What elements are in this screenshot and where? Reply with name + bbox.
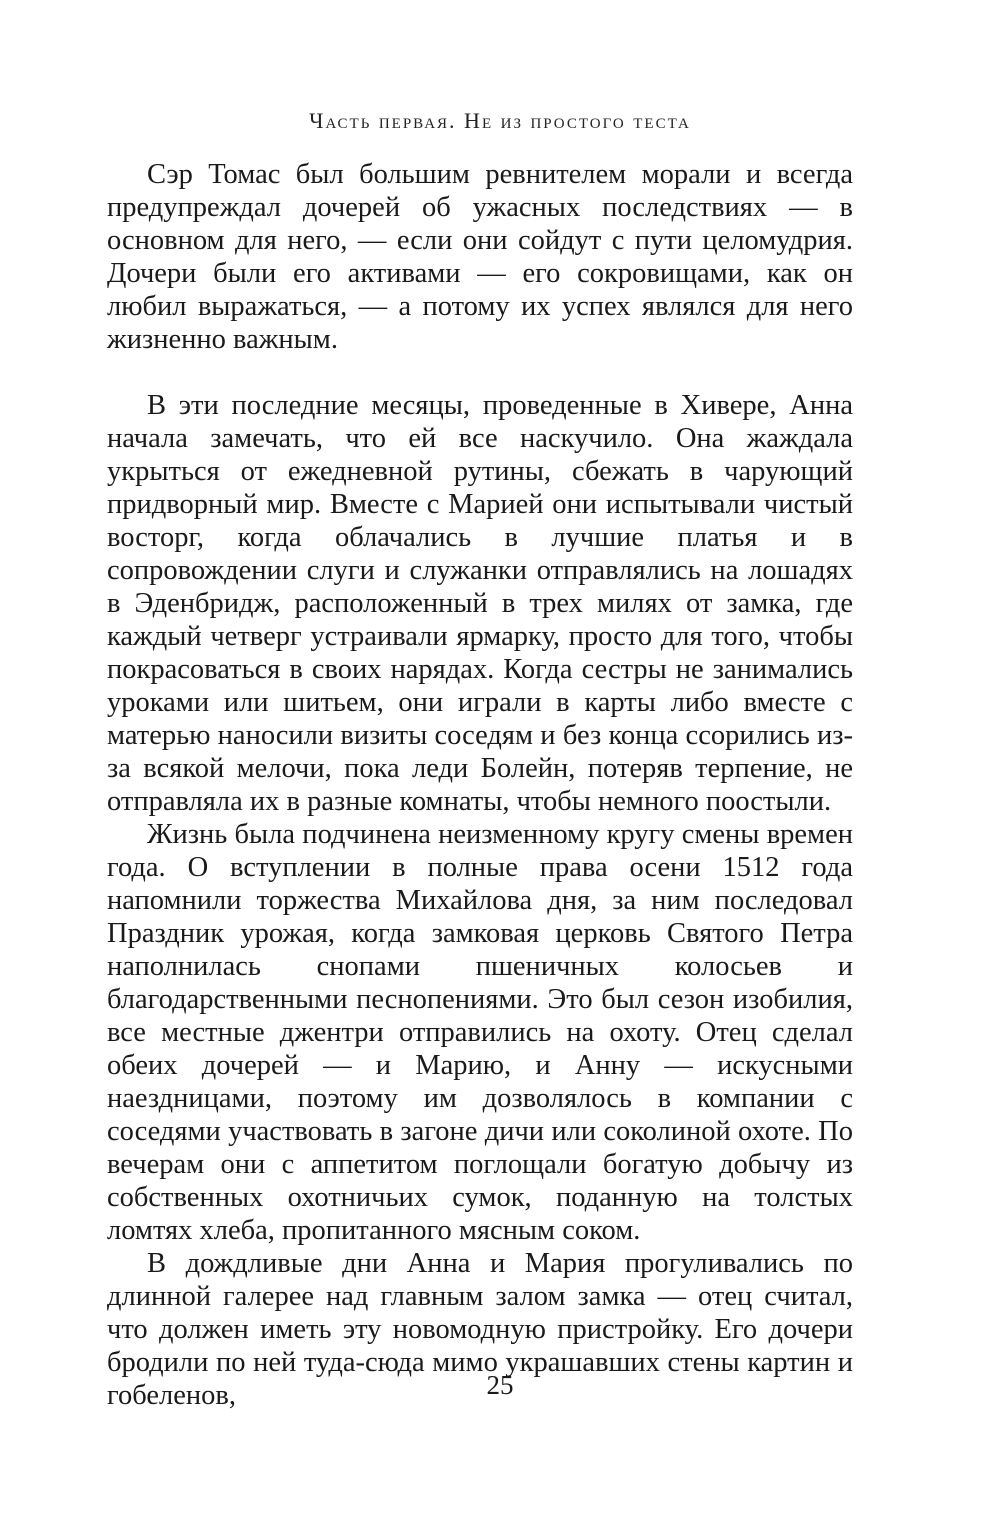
page-number: 25 [486,1370,514,1400]
paragraph-1: Сэр Томас был большим ревнителем морали и всегда предупреждал дочерей об ужасных последствиях — в основном для него, — если они сойдут с пути целомудрия. Дочери были его активами — его сокровищами, как он любил выражаться, — а потому их успех являлся для него жизненно важным. [107,159,853,355]
paragraph-3: Жизнь была подчинена неизменному кругу смены времен года. О вступлении в полные права осени 1512 года напомнили торжества Михайлова дня, за ним последовал Праздник урожая, когда замковая церковь Святого Петра наполнилась снопами пшеничных колосьев и благодарственными песнопениями. Это был сезон изобилия, все местные джентри отправились на охоту. Отец сделал обеих дочерей — и Марию, и Анну — искусными наездницами, поэтому им дозволялось в компании с соседями участвовать в загоне дичи или соколиной охоте. По вечерам они с аппетитом поглощали богатую добычу из собственных охотничьих сумок, поданную на толстых ломтях хлеба, пропитанного мясным соком. [107,819,853,1246]
body-text [107,158,853,1412]
paragraph-4: В дождливые дни Анна и Мария прогуливались по длинной галерее над главным залом замка — отец считал, что должен иметь эту новомодную пристройку. Его дочери бродили по ней туда-сюда мимо украшавших стены картин и гобеленов, [107,1248,853,1411]
paragraph-2: В эти последние месяцы, проведенные в Хивере, Анна начала замечать, что ей все наскучило. Она жаждала укрыться от ежедневной рутины, сбежать в чарующий придворный мир. Вместе с Марией они испытывали чистый восторг, когда облачались в лучшие платья и в сопровождении слуги и служанки отправлялись на лошадях в Эденбридж, расположенный в трех милях от замка, где каждый четверг устраивали ярмарку, просто для того, чтобы покрасоваться в своих нарядах. Когда сестры не занимались уроками или шитьем, они играли в карты либо вместе с матерью наносили визиты соседям и без конца ссорились из-за всякой мелочи, пока леди Болейн, потеряв терпение, не отправляла их в разные комнаты, чтобы немного поостыли. [107,390,853,817]
running-head: Часть первая. Не из простого теста [309,108,691,133]
